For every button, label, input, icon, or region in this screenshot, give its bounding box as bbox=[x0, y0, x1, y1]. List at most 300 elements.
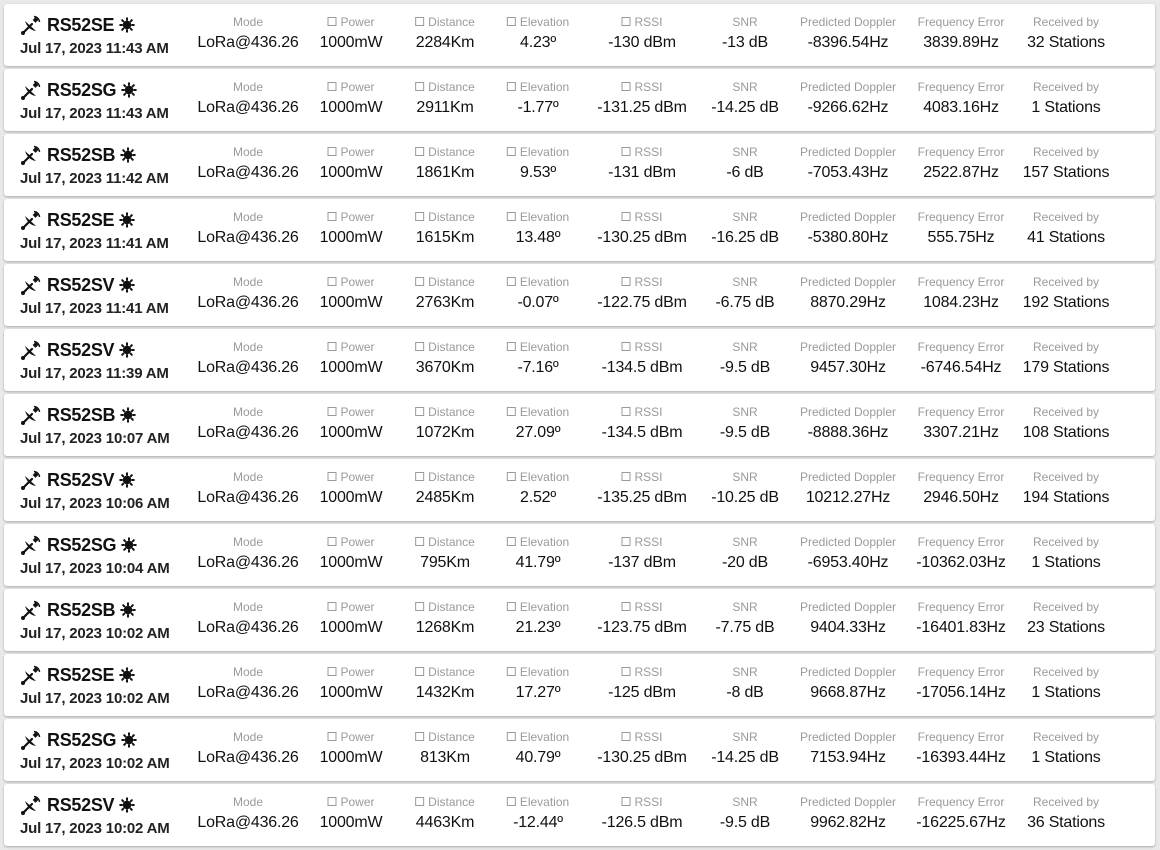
field-label: Frequency Error bbox=[917, 795, 1005, 809]
satellite-info bbox=[20, 589, 200, 651]
satellite-dish-icon bbox=[20, 339, 42, 361]
power-value: 1000mW bbox=[319, 489, 383, 506]
square-icon bbox=[415, 212, 424, 221]
satellite-dish-icon bbox=[20, 599, 42, 621]
satellite-dish-icon bbox=[20, 404, 42, 426]
satellite-name[interactable]: RS52SG bbox=[47, 729, 117, 750]
field-label: Received by bbox=[1032, 730, 1100, 744]
snr-value: -9.5 dB bbox=[719, 359, 771, 376]
rssi-value: -134.5 dBm bbox=[601, 359, 683, 376]
field-label: RSSI bbox=[621, 535, 662, 549]
field-label: RSSI bbox=[621, 795, 662, 809]
field-label: Power bbox=[327, 340, 374, 354]
distance-value: 2485Km bbox=[415, 489, 475, 506]
packet-date: Jul 17, 2023 11:42 AM bbox=[20, 170, 169, 187]
field-label: Frequency Error bbox=[917, 210, 1005, 224]
field-label: Predicted Doppler bbox=[799, 405, 897, 419]
received-by-value[interactable]: 1 Stations bbox=[1031, 554, 1101, 571]
square-icon bbox=[507, 212, 516, 221]
doppler-value: -7053.43Hz bbox=[807, 164, 889, 181]
frequency-error-value: 4083.16Hz bbox=[923, 99, 999, 116]
square-icon bbox=[327, 342, 336, 351]
power-value: 1000mW bbox=[319, 99, 383, 116]
frequency-error-value: 555.75Hz bbox=[927, 229, 995, 246]
elevation-value: 2.52º bbox=[520, 489, 556, 506]
square-icon bbox=[327, 407, 336, 416]
satellite-name[interactable]: RS52SG bbox=[47, 79, 117, 100]
field-label: RSSI bbox=[621, 15, 662, 29]
square-icon bbox=[327, 667, 336, 676]
satellite-name[interactable]: RS52SV bbox=[47, 274, 115, 295]
elevation-value: 21.23º bbox=[515, 619, 561, 636]
received-by-value[interactable]: 1 Stations bbox=[1031, 99, 1101, 116]
field-label: Power bbox=[327, 275, 374, 289]
satellite-dish-icon bbox=[20, 79, 42, 101]
square-icon bbox=[507, 472, 516, 481]
field-label: SNR bbox=[732, 665, 758, 679]
field-label: Frequency Error bbox=[917, 405, 1005, 419]
field-label: SNR bbox=[732, 535, 758, 549]
field-label: Power bbox=[327, 15, 374, 29]
satellite-info bbox=[20, 524, 200, 586]
field-label: Predicted Doppler bbox=[799, 730, 897, 744]
square-icon bbox=[327, 82, 336, 91]
field-label: RSSI bbox=[621, 600, 662, 614]
received-by-value[interactable]: 23 Stations bbox=[1027, 619, 1105, 636]
elevation-value: -0.07º bbox=[517, 294, 559, 311]
field-label: Distance bbox=[415, 275, 475, 289]
square-icon bbox=[621, 407, 630, 416]
doppler-value: -9266.62Hz bbox=[807, 99, 889, 116]
doppler-value: 9457.30Hz bbox=[810, 359, 886, 376]
packet-date: Jul 17, 2023 10:04 AM bbox=[20, 560, 170, 577]
received-by-value[interactable]: 41 Stations bbox=[1027, 229, 1105, 246]
square-icon bbox=[621, 342, 630, 351]
packet-row[interactable] bbox=[4, 589, 1155, 651]
field-label: SNR bbox=[732, 145, 758, 159]
distance-value: 3670Km bbox=[415, 359, 475, 376]
field-label: Distance bbox=[415, 600, 475, 614]
power-value: 1000mW bbox=[319, 34, 383, 51]
field-label: Frequency Error bbox=[917, 80, 1005, 94]
frequency-error-value: -16225.67Hz bbox=[916, 814, 1006, 831]
square-icon bbox=[621, 602, 630, 611]
square-icon bbox=[507, 342, 516, 351]
field-label: Distance bbox=[415, 15, 475, 29]
packet-row[interactable] bbox=[4, 654, 1155, 716]
received-by-value[interactable]: 192 Stations bbox=[1022, 294, 1110, 311]
field-label: Predicted Doppler bbox=[799, 15, 897, 29]
field-label: Mode bbox=[232, 665, 264, 679]
field-label: Received by bbox=[1032, 470, 1100, 484]
mode-value: LoRa@436.26 bbox=[197, 99, 299, 116]
field-label: Received by bbox=[1032, 600, 1100, 614]
gear-icon[interactable] bbox=[119, 17, 135, 33]
field-label: Predicted Doppler bbox=[799, 665, 897, 679]
doppler-value: 8870.29Hz bbox=[810, 294, 886, 311]
gear-icon[interactable] bbox=[119, 797, 135, 813]
packet-date: Jul 17, 2023 11:41 AM bbox=[20, 235, 169, 252]
field-label: Elevation bbox=[507, 340, 569, 354]
doppler-value: -5380.80Hz bbox=[807, 229, 889, 246]
field-label: Elevation bbox=[507, 535, 569, 549]
mode-value: LoRa@436.26 bbox=[197, 424, 299, 441]
rssi-value: -135.25 dBm bbox=[597, 489, 687, 506]
received-by-value[interactable]: 157 Stations bbox=[1022, 164, 1110, 181]
gear-icon[interactable] bbox=[119, 342, 135, 358]
square-icon bbox=[507, 82, 516, 91]
packet-row[interactable] bbox=[4, 134, 1155, 196]
mode-value: LoRa@436.26 bbox=[197, 489, 299, 506]
square-icon bbox=[621, 277, 630, 286]
field-label: Mode bbox=[232, 600, 264, 614]
satellite-name[interactable]: RS52SB bbox=[47, 404, 116, 425]
field-label: Frequency Error bbox=[917, 470, 1005, 484]
mode-value: LoRa@436.26 bbox=[197, 359, 299, 376]
field-label: Power bbox=[327, 795, 374, 809]
power-value: 1000mW bbox=[319, 229, 383, 246]
distance-value: 813Km bbox=[420, 749, 470, 766]
received-by-value[interactable]: 36 Stations bbox=[1027, 814, 1105, 831]
satellite-name[interactable]: RS52SE bbox=[47, 664, 115, 685]
field-label: Elevation bbox=[507, 795, 569, 809]
mode-value: LoRa@436.26 bbox=[197, 554, 299, 571]
field-label: Elevation bbox=[507, 145, 569, 159]
field-label: Distance bbox=[415, 210, 475, 224]
square-icon bbox=[415, 472, 424, 481]
frequency-error-value: 1084.23Hz bbox=[923, 294, 999, 311]
gear-icon[interactable] bbox=[121, 537, 137, 553]
square-icon bbox=[327, 17, 336, 26]
frequency-error-value: -10362.03Hz bbox=[916, 554, 1006, 571]
rssi-value: -122.75 dBm bbox=[597, 294, 687, 311]
satellite-info bbox=[20, 719, 200, 781]
satellite-name[interactable]: RS52SB bbox=[47, 144, 116, 165]
field-label: Elevation bbox=[507, 80, 569, 94]
mode-value: LoRa@436.26 bbox=[197, 619, 299, 636]
square-icon bbox=[415, 147, 424, 156]
satellite-dish-icon bbox=[20, 469, 42, 491]
received-by-value[interactable]: 108 Stations bbox=[1022, 424, 1110, 441]
snr-value: -14.25 dB bbox=[711, 749, 779, 766]
snr-value: -13 dB bbox=[722, 34, 768, 51]
square-icon bbox=[415, 82, 424, 91]
elevation-value: -12.44º bbox=[513, 814, 563, 831]
distance-value: 1268Km bbox=[415, 619, 475, 636]
rssi-value: -125 dBm bbox=[608, 684, 676, 701]
mode-value: LoRa@436.26 bbox=[197, 749, 299, 766]
gear-icon[interactable] bbox=[119, 472, 135, 488]
field-label: SNR bbox=[732, 15, 758, 29]
square-icon bbox=[415, 342, 424, 351]
distance-value: 1072Km bbox=[415, 424, 475, 441]
gear-icon[interactable] bbox=[120, 147, 136, 163]
gear-icon[interactable] bbox=[121, 82, 137, 98]
satellite-dish-icon bbox=[20, 534, 42, 556]
field-label: Distance bbox=[415, 665, 475, 679]
doppler-value: 9962.82Hz bbox=[810, 814, 886, 831]
field-label: Predicted Doppler bbox=[799, 210, 897, 224]
field-label: Mode bbox=[232, 145, 264, 159]
field-label: RSSI bbox=[621, 145, 662, 159]
frequency-error-value: 2522.87Hz bbox=[923, 164, 999, 181]
snr-value: -9.5 dB bbox=[719, 424, 771, 441]
satellite-info bbox=[20, 784, 200, 846]
field-label: Distance bbox=[415, 795, 475, 809]
satellite-dish-icon bbox=[20, 209, 42, 231]
square-icon bbox=[507, 147, 516, 156]
received-by-value[interactable]: 32 Stations bbox=[1027, 34, 1105, 51]
packet-date: Jul 17, 2023 11:39 AM bbox=[20, 365, 169, 382]
frequency-error-value: -6746.54Hz bbox=[920, 359, 1002, 376]
received-by-value[interactable]: 1 Stations bbox=[1031, 684, 1101, 701]
field-label: Distance bbox=[415, 535, 475, 549]
field-label: Predicted Doppler bbox=[799, 535, 897, 549]
field-label: Distance bbox=[415, 145, 475, 159]
square-icon bbox=[327, 602, 336, 611]
satellite-info bbox=[20, 394, 200, 456]
field-label: Elevation bbox=[507, 15, 569, 29]
field-label: Frequency Error bbox=[917, 730, 1005, 744]
field-label: Mode bbox=[232, 470, 264, 484]
satellite-dish-icon bbox=[20, 144, 42, 166]
satellite-info bbox=[20, 459, 200, 521]
field-label: RSSI bbox=[621, 275, 662, 289]
field-label: Power bbox=[327, 405, 374, 419]
frequency-error-value: -17056.14Hz bbox=[916, 684, 1006, 701]
rssi-value: -131.25 dBm bbox=[597, 99, 687, 116]
field-label: Power bbox=[327, 535, 374, 549]
field-label: Predicted Doppler bbox=[799, 340, 897, 354]
distance-value: 1432Km bbox=[415, 684, 475, 701]
received-by-value[interactable]: 179 Stations bbox=[1022, 359, 1110, 376]
mode-value: LoRa@436.26 bbox=[197, 684, 299, 701]
square-icon bbox=[507, 17, 516, 26]
mode-value: LoRa@436.26 bbox=[197, 294, 299, 311]
rssi-value: -130.25 dBm bbox=[597, 229, 687, 246]
field-label: Mode bbox=[232, 340, 264, 354]
satellite-info bbox=[20, 69, 200, 131]
satellite-info bbox=[20, 329, 200, 391]
satellite-dish-icon bbox=[20, 729, 42, 751]
field-label: RSSI bbox=[621, 405, 662, 419]
square-icon bbox=[415, 797, 424, 806]
square-icon bbox=[507, 537, 516, 546]
square-icon bbox=[507, 602, 516, 611]
field-label: Power bbox=[327, 80, 374, 94]
square-icon bbox=[415, 732, 424, 741]
packet-date: Jul 17, 2023 11:43 AM bbox=[20, 40, 169, 57]
snr-value: -7.75 dB bbox=[715, 619, 775, 636]
field-label: RSSI bbox=[621, 665, 662, 679]
packet-date: Jul 17, 2023 10:02 AM bbox=[20, 820, 170, 837]
elevation-value: -7.16º bbox=[517, 359, 559, 376]
packet-row[interactable] bbox=[4, 459, 1155, 521]
gear-icon[interactable] bbox=[119, 212, 135, 228]
elevation-value: 17.27º bbox=[515, 684, 561, 701]
field-label: Distance bbox=[415, 80, 475, 94]
field-label: RSSI bbox=[621, 80, 662, 94]
packet-row[interactable] bbox=[4, 69, 1155, 131]
distance-value: 4463Km bbox=[415, 814, 475, 831]
gear-icon[interactable] bbox=[120, 407, 136, 423]
field-label: SNR bbox=[732, 470, 758, 484]
distance-value: 1861Km bbox=[415, 164, 475, 181]
square-icon bbox=[415, 277, 424, 286]
square-icon bbox=[621, 667, 630, 676]
field-label: SNR bbox=[732, 275, 758, 289]
mode-value: LoRa@436.26 bbox=[197, 229, 299, 246]
doppler-value: 9668.87Hz bbox=[810, 684, 886, 701]
square-icon bbox=[415, 667, 424, 676]
snr-value: -9.5 dB bbox=[719, 814, 771, 831]
packet-row[interactable] bbox=[4, 394, 1155, 456]
satellite-name[interactable]: RS52SV bbox=[47, 339, 115, 360]
satellite-name[interactable]: RS52SE bbox=[47, 209, 115, 230]
field-label: Frequency Error bbox=[917, 665, 1005, 679]
packet-row[interactable] bbox=[4, 719, 1155, 781]
field-label: Power bbox=[327, 145, 374, 159]
power-value: 1000mW bbox=[319, 619, 383, 636]
square-icon bbox=[415, 537, 424, 546]
field-label: Distance bbox=[415, 340, 475, 354]
field-label: SNR bbox=[732, 210, 758, 224]
square-icon bbox=[507, 732, 516, 741]
mode-value: LoRa@436.26 bbox=[197, 34, 299, 51]
square-icon bbox=[621, 537, 630, 546]
elevation-value: 41.79º bbox=[515, 554, 561, 571]
satellite-name[interactable]: RS52SV bbox=[47, 469, 115, 490]
square-icon bbox=[621, 732, 630, 741]
field-label: Elevation bbox=[507, 730, 569, 744]
field-label: RSSI bbox=[621, 470, 662, 484]
field-label: Predicted Doppler bbox=[799, 600, 897, 614]
field-label: Received by bbox=[1032, 795, 1100, 809]
gear-icon[interactable] bbox=[121, 732, 137, 748]
field-label: Frequency Error bbox=[917, 145, 1005, 159]
satellite-info bbox=[20, 654, 200, 716]
snr-value: -8 dB bbox=[726, 684, 764, 701]
field-label: Mode bbox=[232, 210, 264, 224]
field-label: Received by bbox=[1032, 145, 1100, 159]
satellite-name[interactable]: RS52SE bbox=[47, 14, 115, 35]
snr-value: -6 dB bbox=[726, 164, 764, 181]
field-label: SNR bbox=[732, 730, 758, 744]
field-label: Elevation bbox=[507, 275, 569, 289]
packet-row[interactable] bbox=[4, 784, 1155, 846]
satellite-dish-icon bbox=[20, 14, 42, 36]
satellite-dish-icon bbox=[20, 794, 42, 816]
satellite-name[interactable]: RS52SG bbox=[47, 534, 117, 555]
field-label: Mode bbox=[232, 535, 264, 549]
doppler-value: -8888.36Hz bbox=[807, 424, 889, 441]
square-icon bbox=[621, 17, 630, 26]
field-label: RSSI bbox=[621, 730, 662, 744]
field-label: Power bbox=[327, 665, 374, 679]
square-icon bbox=[621, 147, 630, 156]
mode-value: LoRa@436.26 bbox=[197, 164, 299, 181]
square-icon bbox=[621, 797, 630, 806]
field-label: SNR bbox=[732, 795, 758, 809]
satellite-name[interactable]: RS52SB bbox=[47, 599, 116, 620]
power-value: 1000mW bbox=[319, 359, 383, 376]
packet-row[interactable] bbox=[4, 264, 1155, 326]
square-icon bbox=[507, 407, 516, 416]
packet-date: Jul 17, 2023 10:02 AM bbox=[20, 755, 170, 772]
field-label: Received by bbox=[1032, 210, 1100, 224]
field-label: Received by bbox=[1032, 80, 1100, 94]
field-label: Distance bbox=[415, 405, 475, 419]
square-icon bbox=[507, 667, 516, 676]
square-icon bbox=[415, 602, 424, 611]
field-label: Distance bbox=[415, 730, 475, 744]
packet-row[interactable] bbox=[4, 4, 1155, 66]
field-label: Mode bbox=[232, 795, 264, 809]
distance-value: 795Km bbox=[420, 554, 470, 571]
field-label: Frequency Error bbox=[917, 600, 1005, 614]
doppler-value: 9404.33Hz bbox=[810, 619, 886, 636]
power-value: 1000mW bbox=[319, 294, 383, 311]
power-value: 1000mW bbox=[319, 749, 383, 766]
field-label: Predicted Doppler bbox=[799, 145, 897, 159]
received-by-value[interactable]: 194 Stations bbox=[1022, 489, 1110, 506]
field-label: Power bbox=[327, 210, 374, 224]
field-label: SNR bbox=[732, 340, 758, 354]
field-label: Power bbox=[327, 600, 374, 614]
square-icon bbox=[507, 277, 516, 286]
square-icon bbox=[327, 472, 336, 481]
elevation-value: 9.53º bbox=[520, 164, 556, 181]
satellite-info bbox=[20, 199, 200, 261]
field-label: Power bbox=[327, 730, 374, 744]
doppler-value: 10212.27Hz bbox=[805, 489, 891, 506]
rssi-value: -137 dBm bbox=[608, 554, 676, 571]
gear-icon[interactable] bbox=[120, 602, 136, 618]
received-by-value[interactable]: 1 Stations bbox=[1031, 749, 1101, 766]
packet-row[interactable] bbox=[4, 524, 1155, 586]
rssi-value: -123.75 dBm bbox=[597, 619, 687, 636]
elevation-value: 40.79º bbox=[515, 749, 561, 766]
gear-icon[interactable] bbox=[119, 277, 135, 293]
packet-row[interactable] bbox=[4, 199, 1155, 261]
packet-date: Jul 17, 2023 10:06 AM bbox=[20, 495, 170, 512]
field-label: Power bbox=[327, 470, 374, 484]
doppler-value: -8396.54Hz bbox=[807, 34, 889, 51]
square-icon bbox=[621, 472, 630, 481]
packet-row[interactable] bbox=[4, 329, 1155, 391]
field-label: Frequency Error bbox=[917, 340, 1005, 354]
field-label: Mode bbox=[232, 730, 264, 744]
elevation-value: 13.48º bbox=[515, 229, 561, 246]
field-label: Received by bbox=[1032, 665, 1100, 679]
satellite-name[interactable]: RS52SV bbox=[47, 794, 115, 815]
square-icon bbox=[621, 82, 630, 91]
field-label: Received by bbox=[1032, 340, 1100, 354]
field-label: Mode bbox=[232, 405, 264, 419]
distance-value: 1615Km bbox=[415, 229, 475, 246]
field-label: Elevation bbox=[507, 665, 569, 679]
field-label: Received by bbox=[1032, 15, 1100, 29]
field-label: SNR bbox=[732, 600, 758, 614]
doppler-value: 7153.94Hz bbox=[810, 749, 886, 766]
snr-value: -14.25 dB bbox=[711, 99, 779, 116]
power-value: 1000mW bbox=[319, 164, 383, 181]
doppler-value: -6953.40Hz bbox=[807, 554, 889, 571]
gear-icon[interactable] bbox=[119, 667, 135, 683]
frequency-error-value: -16401.83Hz bbox=[916, 619, 1006, 636]
packet-date: Jul 17, 2023 11:43 AM bbox=[20, 105, 169, 122]
field-label: Elevation bbox=[507, 470, 569, 484]
